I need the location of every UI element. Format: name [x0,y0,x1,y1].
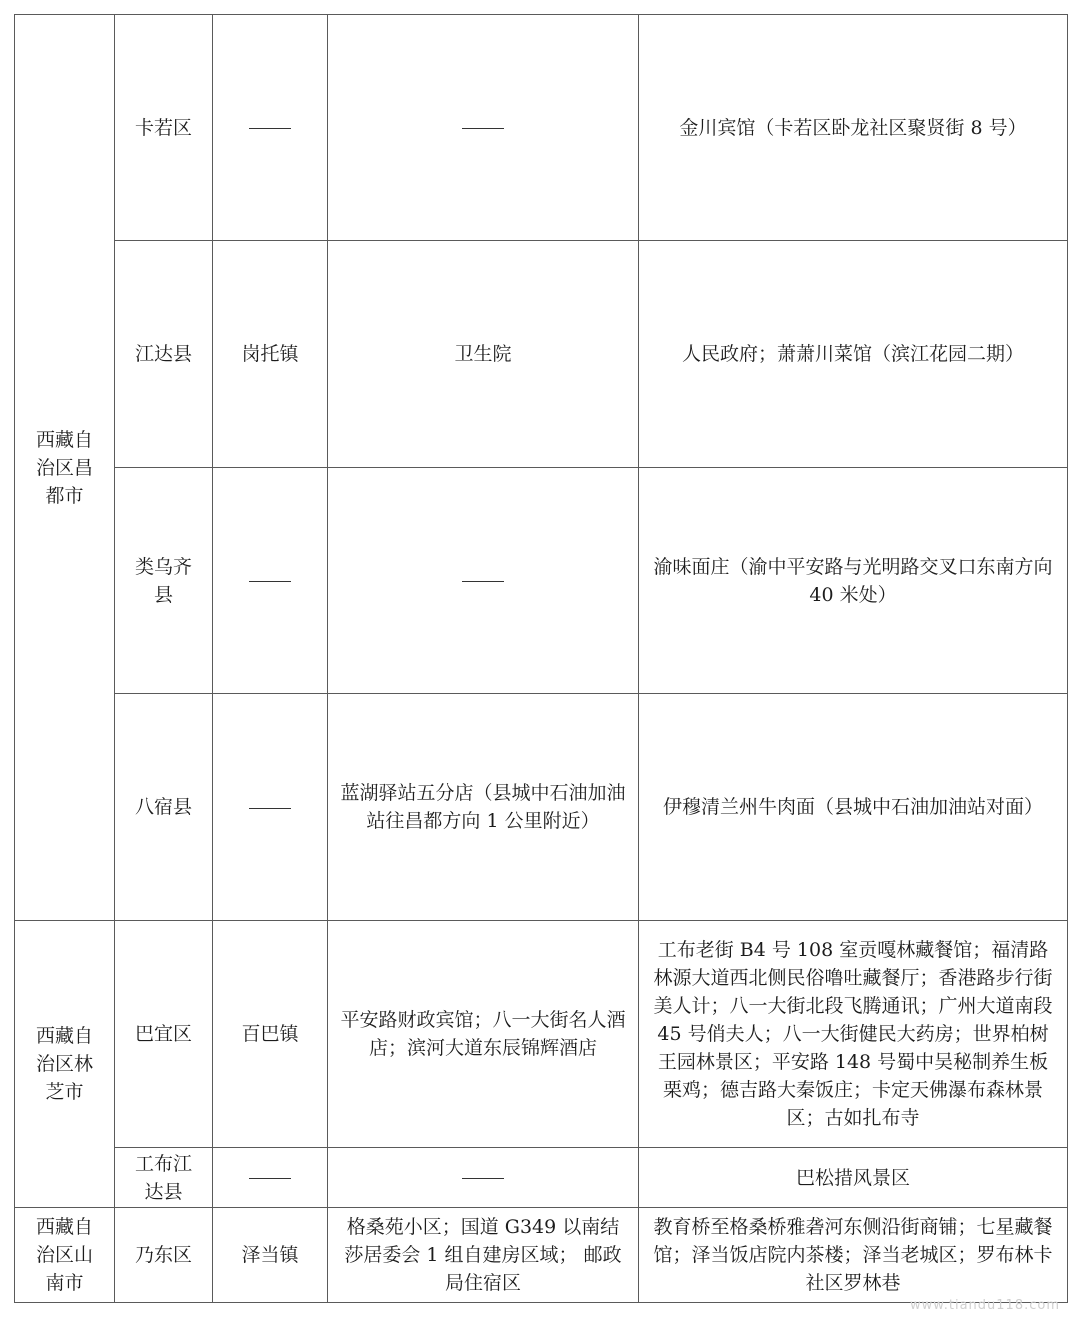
hotel-cell [328,468,639,694]
dash-placeholder [249,128,291,129]
venues-cell: 金川宾馆（卡若区卧龙社区聚贤街 8 号） [639,15,1068,241]
hotel-cell: 格桑苑小区；国道 G349 以南结莎居委会 1 组自建房区域； 邮政局住宿区 [328,1208,639,1303]
town-cell [213,15,328,241]
risk-locations-table [14,14,1068,1303]
table-row [15,921,1068,1148]
county-cell: 巴宜区 [115,921,213,1148]
city-cell-linzhi: 西藏自治区林芝市 [15,921,115,1208]
dash-placeholder [249,1178,291,1179]
town-cell: 泽当镇 [213,1208,328,1303]
venues-cell: 工布老街 B4 号 108 室贡嘎林藏餐馆；福清路林源大道西北侧民俗噜吐藏餐厅；香港路步行街美人计；八一大街北段飞腾通讯；广州大道南段 45 号俏夫人；八一大街健民大药房；世界柏树王园林景区；平安路 148 号蜀中吴秘制养生板栗鸡；德吉路大秦饭庄；卡定天佛瀑布森林景区；古如扎布寺 [639,921,1068,1148]
town-cell: 岗托镇 [213,241,328,468]
table-row [15,1148,1068,1208]
town-cell [213,468,328,694]
hotel-cell [328,15,639,241]
county-cell: 工布江达县 [115,1148,213,1208]
county-cell: 卡若区 [115,15,213,241]
town-cell [213,694,328,921]
hotel-cell: 蓝湖驿站五分店（县城中石油加油站往昌都方向 1 公里附近） [328,694,639,921]
table-row [15,1208,1068,1303]
city-cell-changdu: 西藏自治区昌都市 [15,15,115,921]
dash-placeholder [462,128,504,129]
hotel-cell: 平安路财政宾馆；八一大街名人酒店；滨河大道东辰锦辉酒店 [328,921,639,1148]
county-cell: 类乌齐县 [115,468,213,694]
county-cell: 八宿县 [115,694,213,921]
county-cell: 江达县 [115,241,213,468]
city-cell-shannan: 西藏自治区山南市 [15,1208,115,1303]
hotel-cell: 卫生院 [328,241,639,468]
venues-cell: 巴松措风景区 [639,1148,1068,1208]
table-row [15,694,1068,921]
hotel-cell [328,1148,639,1208]
venues-cell: 渝味面庄（渝中平安路与光明路交叉口东南方向 40 米处） [639,468,1068,694]
table-row [15,15,1068,241]
dash-placeholder [462,1178,504,1179]
dash-placeholder [462,581,504,582]
town-cell: 百巴镇 [213,921,328,1148]
county-cell: 乃东区 [115,1208,213,1303]
town-cell [213,1148,328,1208]
dash-placeholder [249,808,291,809]
dash-placeholder [249,581,291,582]
table-row [15,468,1068,694]
table-row [15,241,1068,468]
venues-cell: 伊穆清兰州牛肉面（县城中石油加油站对面） [639,694,1068,921]
watermark: www.tiandu118.com [910,1298,1060,1313]
venues-cell: 人民政府；萧萧川菜馆（滨江花园二期） [639,241,1068,468]
venues-cell: 教育桥至格桑桥雅砻河东侧沿街商铺；七星藏餐馆；泽当饭店院内茶楼；泽当老城区；罗布林卡社区罗林巷 [639,1208,1068,1303]
